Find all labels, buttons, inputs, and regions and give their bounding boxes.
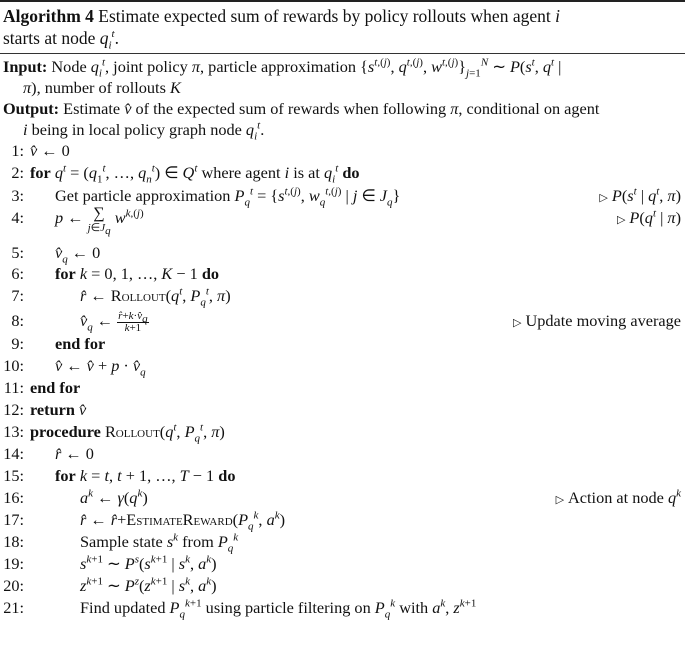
line-number: 9: — [11, 334, 24, 353]
line-code: Sample state $s^k$ from $P_q^k$ — [80, 531, 239, 555]
algorithm-line-5 — [0, 242, 681, 264]
comment-triangle-icon: ▷ — [616, 214, 626, 226]
line-number: 15: — [3, 466, 24, 485]
algorithm-line-20 — [0, 575, 681, 597]
line-number: 17: — [3, 510, 24, 529]
line-code: for k = t, t + 1, …, T − 1 do — [55, 466, 236, 485]
algorithm-output: Output: Estimate v̂ of the expected sum of rewards when following π, conditional on agent i being in local policy graph node $q_i^t$. — [3, 99, 600, 143]
algorithm-line-18 — [0, 531, 681, 553]
algorithm-line-13 — [0, 421, 681, 443]
algorithm-line-6 — [0, 263, 681, 285]
line-code: $z^{k+1}$ ∼ $P^z(z^{k+1}$ | $s^k$, $a^k$) — [80, 575, 217, 595]
line-number: 2: — [11, 163, 24, 182]
line-number: 10: — [3, 356, 24, 375]
line-number: 12: — [3, 400, 24, 419]
line-number: 19: — [3, 554, 24, 573]
algorithm-line-19 — [0, 553, 681, 575]
line-code: Get particle approximation $P_q^t = \{s^{t,(j)}$, $w_q^{t,(j)}$ | j ∈ $J_q$} — [55, 185, 401, 209]
algorithm-line-12 — [0, 399, 681, 421]
line-comment: ▷ Update moving average — [513, 311, 681, 330]
algorithm-line-7 — [0, 285, 681, 307]
comment-triangle-icon: ▷ — [555, 494, 565, 506]
line-code: end for — [55, 334, 106, 353]
line-code: v̂ ← v̂ + $p \cdot v̂_q$ — [55, 356, 146, 379]
line-number: 14: — [3, 444, 24, 463]
line-number: 21: — [3, 598, 24, 617]
line-number: 3: — [11, 186, 24, 205]
comment-triangle-icon: ▷ — [599, 192, 608, 204]
algorithm-line-2 — [0, 162, 681, 184]
line-code: $v̂_q$ ← $\frac{r̂+k\cdot v̂_q}{k+1}$ — [80, 309, 148, 334]
line-number: 13: — [3, 422, 24, 441]
algorithm-line-4 — [0, 207, 681, 243]
line-comment: ▷ Action at node $q^k$ — [555, 487, 681, 507]
caption-rule — [0, 53, 685, 54]
algorithm-line-1 — [0, 140, 681, 162]
line-code: r̂ ← $r̂+EstimateReward(P_q^k$, $a^k$) — [80, 509, 286, 533]
line-comment: ▷ $P(q^t$ | π) — [616, 207, 681, 227]
line-number: 8: — [11, 311, 24, 330]
line-code: procedure $Rollout(q^t$, $P_q^t$, π) — [30, 421, 225, 445]
line-code: end for — [30, 378, 81, 397]
algorithm-input: Input: Node $q_i^t$, joint policy π, particle approximation {$s^{t,(j)}$, $q^{t,(j)}$, $w^{t,(j)}\}_{j=1}^N$ ∼ $P(s^t$, $q^t$ | π), number of rollouts K — [3, 56, 562, 97]
algorithm-line-10 — [0, 355, 681, 377]
algorithm-line-14 — [0, 443, 681, 465]
line-code: v̂ ← 0 — [30, 141, 70, 160]
line-number: 1: — [11, 141, 24, 160]
caption-text: Estimate expected sum of rewards by policy rollouts when agent i starts at node $q_i^t$. — [3, 6, 560, 52]
line-code: $s^{k+1}$ ∼ $P^s(s^{k+1}$ | $s^k$, $a^k$) — [80, 553, 217, 573]
line-code: p ← ∑ $j\in J_q$ $w^{k,(j)}$ — [55, 205, 144, 238]
line-code: for $q^t = (q_1^t$, …, $q_n^t$) ∈ $Q^t$ where agent i is at $q_i^t$ do — [30, 162, 360, 186]
line-number: 5: — [11, 243, 24, 262]
line-code: for k = 0, 1, …, K − 1 do — [55, 264, 220, 283]
line-code: Find updated $P_q^{k+1}$ using particle filtering on $P_q^k$ with $a^k$, $z^{k+1}$ — [80, 597, 477, 621]
line-code: $a^k$ ← $\gamma(q^k)$ — [80, 487, 148, 507]
summation: ∑ $j\in J_q$ — [87, 205, 111, 238]
line-code: r̂ ← $Rollout(q^t$, $P_q^t$, π) — [80, 285, 231, 309]
output-label: Output: — [3, 99, 60, 118]
line-number: 7: — [11, 286, 24, 305]
algorithm-line-8 — [0, 310, 681, 332]
input-label: Input: — [3, 57, 48, 76]
line-number: 6: — [11, 264, 24, 283]
algorithm-line-15 — [0, 465, 681, 487]
line-code: r̂ ← 0 — [55, 444, 94, 463]
fraction: $\frac{r̂+k\cdot v̂_q}{k+1}$ — [118, 309, 148, 334]
comment-triangle-icon: ▷ — [513, 317, 522, 329]
algorithm-line-17 — [0, 509, 681, 531]
top-rule — [0, 0, 685, 2]
line-code: return v̂ — [30, 400, 87, 419]
algorithm-line-11 — [0, 377, 681, 399]
line-number: 18: — [3, 532, 24, 551]
algorithm-line-21 — [0, 597, 681, 619]
line-number: 4: — [11, 208, 24, 227]
line-code: $v̂_q$ ← 0 — [55, 243, 101, 266]
algorithm-caption — [3, 5, 682, 52]
line-number: 20: — [3, 576, 24, 595]
algorithm-line-3 — [0, 185, 681, 207]
algorithm-line-16 — [0, 487, 681, 509]
caption-label: Algorithm 4 — [3, 6, 94, 26]
algorithm-line-9 — [0, 333, 681, 355]
line-number: 11: — [3, 378, 24, 397]
line-comment: ▷ $P(s^t$ | $q^t$, π) — [599, 185, 681, 205]
line-number: 16: — [3, 488, 24, 507]
